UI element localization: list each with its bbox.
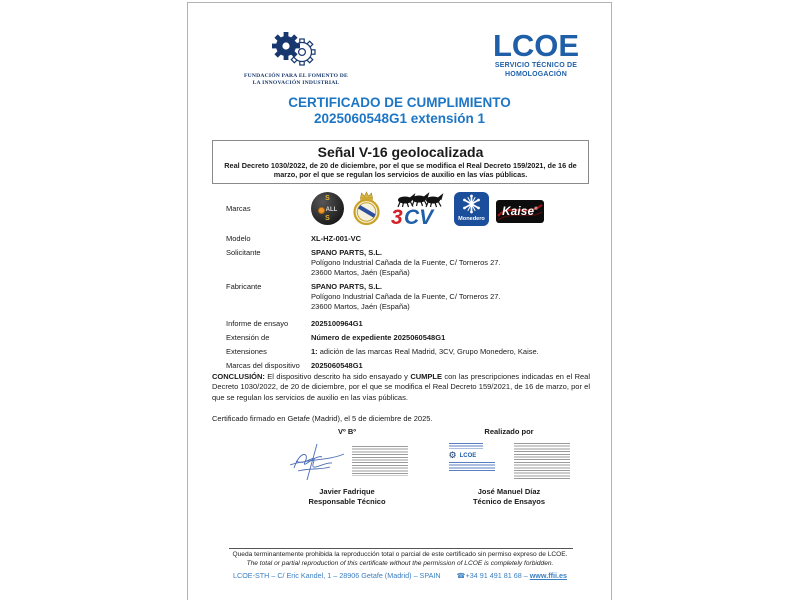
sosall-dot-icon: [318, 207, 325, 214]
footer-phone: +34 91 491 81 68: [465, 571, 522, 580]
monedero-logo: [454, 192, 489, 226]
footer-notice-es: Queda terminantemente prohibida la reproducción total o parcial de este certificado sin permiso expreso de LCOE.: [232, 551, 568, 558]
footer-separator: –: [523, 571, 528, 580]
field-extension-label: Extensión de: [226, 333, 270, 342]
field-extension-value: Número de expediente 2025060548G1: [311, 333, 446, 342]
digital-signature-text-left: [352, 446, 408, 476]
real-madrid-logo: [351, 191, 382, 226]
field-marcado-label: Marcas del dispositivo: [226, 361, 300, 370]
kaise-label: Kaise: [502, 205, 535, 218]
fabricante-name: SPANO PARTS, S.L.: [311, 282, 382, 291]
field-modelo-value: XL-HZ-001-VC: [311, 234, 362, 243]
kaise-registered-mark: ®: [534, 206, 538, 211]
product-box: [212, 140, 589, 184]
field-informe-value: 2025100964G1: [311, 319, 363, 328]
signature-block-left: [262, 427, 432, 506]
footer-website-link[interactable]: www.ffii.es: [529, 571, 567, 580]
monedero-snowflake-icon: [454, 192, 489, 216]
product-regulation: Real Decreto 1030/2022, de 20 de diciembre, por el que se modifica el Real Decreto 159/2021, de 16 de marzo, por el que se regulan los servicios de auxilio en las vías públicas.: [224, 161, 577, 179]
signer-right-role: Técnico de Ensayos: [472, 496, 546, 506]
fabricante-address-2: 23600 Martos, Jaén (España): [311, 302, 410, 311]
brands-label: Marcas: [226, 203, 251, 213]
handwritten-signature-icon: [286, 440, 348, 482]
conclusion-emphasis: CUMPLE: [410, 372, 442, 381]
cv3-number: 3: [391, 205, 403, 226]
conclusion-heading: CONCLUSIÓN:: [212, 372, 265, 381]
product-name: Señal V-16 geolocalizada: [317, 144, 484, 160]
sosall-bottom-letter: S: [325, 215, 330, 222]
signer-right-name: José Manuel Díaz: [477, 487, 541, 496]
footer-address: LCOE-STH – C/ Eric Kandel, 1 – 28906 Getafe (Madrid) – SPAIN: [233, 571, 441, 580]
field-modelo: [226, 234, 591, 244]
certificate-title-line1: CERTIFICADO DE CUMPLIMIENTO: [288, 95, 511, 110]
certificate-page: [187, 2, 612, 600]
sosall-center-text: ALL: [325, 207, 338, 213]
stamp-gear-icon: ⚙: [448, 450, 457, 460]
field-fabricante-label: Fabricante: [226, 282, 262, 291]
sos-all-logo: [311, 192, 344, 225]
realizado-por-header: Realizado por: [484, 427, 534, 436]
conclusion-part2: con las prescripciones indicadas en el Real Decreto 1030/2022, de 20 de diciembre, por el que se modifica el Real Decreto 159/2021, de 16 de marzo, por el que se regulan los servicios de auxilio en las vías públicas.: [212, 372, 590, 402]
logo-3cv: [389, 192, 447, 226]
brand-logos: [311, 191, 544, 226]
footer-notice-en: The total or partial reproduction of this certificate without the permission of LCOE is completely forbidden.: [246, 559, 554, 567]
ffii-name-line1: FUNDACIÓN PARA EL FOMENTO DE: [244, 73, 348, 79]
field-informe: [226, 319, 591, 329]
field-solicitante: [226, 248, 591, 278]
lcoe-logo: [488, 28, 584, 79]
footer-notices: [200, 551, 600, 569]
footer-divider: [229, 548, 573, 549]
stamp-signer-name-lines: [449, 443, 483, 449]
sosall-top-letter: S: [325, 195, 330, 202]
monedero-label: Monedero: [458, 215, 485, 222]
stamp-lcoe-text: LCOE: [459, 452, 477, 459]
field-modelo-label: Modelo: [226, 234, 251, 243]
field-extensiones-label: Extensiones: [226, 347, 267, 356]
lcoe-subtitle-2: HOMOLOGACIÓN: [505, 71, 567, 78]
field-informe-label: Informe de ensayo: [226, 319, 289, 328]
digital-signature-stamp: [449, 443, 570, 479]
solicitante-name: SPANO PARTS, S.L.: [311, 248, 382, 257]
signer-left-name: Javier Fadrique: [319, 487, 375, 496]
signature-block-right: [424, 427, 594, 506]
solicitante-address-2: 23600 Martos, Jaén (España): [311, 268, 410, 277]
lcoe-wordmark: LCOE: [492, 28, 580, 63]
ffii-gears-icon: [270, 29, 322, 71]
field-extensiones: [226, 347, 591, 357]
ffii-logo: [226, 29, 366, 86]
solicitante-address-1: Polígono Industrial Cañada de la Fuente, C/ Torneros 27.: [311, 258, 501, 267]
field-fabricante: [226, 282, 591, 312]
signing-statement: Certificado firmado en Getafe (Madrid), el 5 de diciembre de 2025.: [212, 414, 433, 423]
conclusion-part1: El dispositivo descrito ha sido ensayado y: [264, 372, 411, 381]
stamp-address-lines: [449, 462, 495, 471]
details-section: [226, 191, 591, 375]
extensiones-number: 1:: [311, 347, 318, 356]
signer-left-role: Responsable Técnico: [308, 496, 386, 506]
cv3-letters: CV: [404, 205, 434, 226]
lcoe-subtitle-1: SERVICIO TÉCNICO DE: [494, 62, 578, 69]
certificate-title: [188, 95, 611, 127]
vobo-header: Vº Bº: [338, 427, 356, 436]
ffii-name-line2: LA INNOVACIÓN INDUSTRIAL: [252, 79, 340, 86]
footer-contact: [200, 571, 600, 580]
field-marcado-value: 2025060548G1: [311, 361, 363, 370]
certificate-number: 2025060548G1 extensión 1: [313, 111, 486, 126]
extensiones-text: adición de las marcas Real Madrid, 3CV, Grupo Monedero, Kaise.: [317, 347, 539, 356]
kaise-logo: [496, 200, 544, 223]
field-solicitante-label: Solicitante: [226, 248, 261, 257]
fabricante-address-1: Polígono Industrial Cañada de la Fuente, C/ Torneros 27.: [311, 292, 501, 301]
digital-signature-text-right: [514, 443, 570, 479]
field-marcado: [226, 361, 591, 371]
field-extension: [226, 333, 591, 343]
phone-icon: ☎: [456, 571, 466, 580]
brands-row: [226, 191, 591, 226]
conclusion-paragraph: [212, 372, 590, 403]
